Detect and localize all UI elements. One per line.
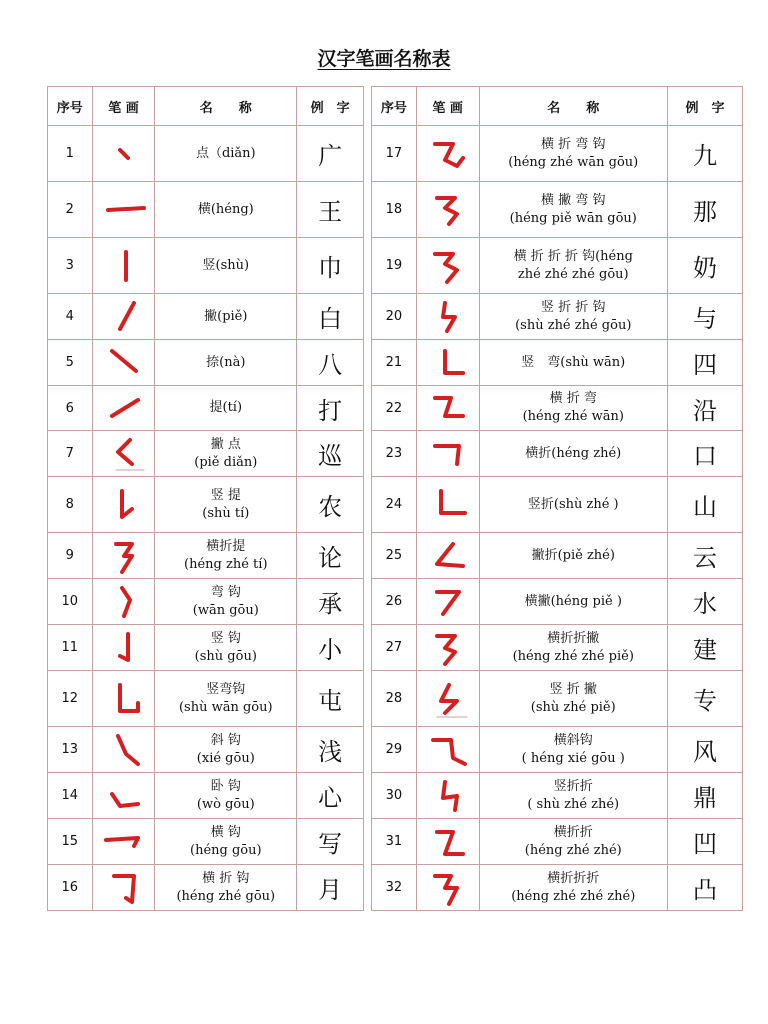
table-row xyxy=(48,773,743,819)
stroke-name: 竖 钩 (shù gōu) xyxy=(155,625,297,671)
stroke-path xyxy=(443,782,457,810)
stroke-cell xyxy=(416,431,479,477)
stroke-glyph-icon xyxy=(423,866,473,910)
example-character: 凹 xyxy=(667,819,742,865)
column-separator xyxy=(364,126,372,182)
stroke-glyph-icon xyxy=(98,774,148,818)
stroke-glyph-icon xyxy=(423,677,473,721)
example-character: 专 xyxy=(667,671,742,727)
stroke-glyph-icon xyxy=(423,728,473,772)
table-header-row xyxy=(48,87,743,126)
row-number: 13 xyxy=(48,727,93,773)
row-number: 5 xyxy=(48,340,93,386)
example-character: 建 xyxy=(667,625,742,671)
stroke-cell xyxy=(416,773,479,819)
stroke-glyph-icon xyxy=(423,483,473,527)
row-number: 14 xyxy=(48,773,93,819)
stroke-path xyxy=(435,254,457,282)
stroke-cell xyxy=(416,819,479,865)
column-separator xyxy=(364,865,372,911)
table-row xyxy=(48,431,743,477)
stroke-glyph-icon xyxy=(98,386,148,430)
stroke-name: 斜 钩 (xié gōu) xyxy=(155,727,297,773)
example-character: 四 xyxy=(667,340,742,386)
stroke-path xyxy=(441,491,465,513)
stroke-path xyxy=(106,838,138,846)
stroke-name: 竖 提 (shù tí) xyxy=(155,477,297,533)
stroke-cell xyxy=(92,340,155,386)
header-seq: 序号 xyxy=(48,87,93,126)
stroke-cell xyxy=(92,727,155,773)
column-separator xyxy=(364,477,372,533)
stroke-cell xyxy=(92,625,155,671)
example-character: 奶 xyxy=(667,238,742,294)
stroke-name: 竖(shù) xyxy=(155,238,297,294)
table-row xyxy=(48,727,743,773)
example-character: 风 xyxy=(667,727,742,773)
stroke-cell xyxy=(416,477,479,533)
header-example: 例 字 xyxy=(297,87,364,126)
row-number: 11 xyxy=(48,625,93,671)
stroke-path xyxy=(112,400,138,416)
column-separator xyxy=(364,579,372,625)
stroke-path xyxy=(435,398,463,416)
row-number: 27 xyxy=(372,625,417,671)
row-number: 31 xyxy=(372,819,417,865)
stroke-path xyxy=(118,736,138,764)
row-number: 7 xyxy=(48,431,93,477)
stroke-glyph-icon xyxy=(98,188,148,232)
header-stroke: 笔 画 xyxy=(416,87,479,126)
row-number: 8 xyxy=(48,477,93,533)
example-character: 小 xyxy=(297,625,364,671)
stroke-name: 弯 钩 (wān gōu) xyxy=(155,579,297,625)
stroke-cell xyxy=(92,182,155,238)
stroke-name: 提(tí) xyxy=(155,386,297,431)
stroke-path xyxy=(108,208,144,210)
stroke-cell xyxy=(416,865,479,911)
row-number: 29 xyxy=(372,727,417,773)
example-character: 与 xyxy=(667,294,742,340)
row-number: 26 xyxy=(372,579,417,625)
column-separator xyxy=(364,238,372,294)
table-row xyxy=(48,865,743,911)
example-character: 浅 xyxy=(297,727,364,773)
column-separator xyxy=(364,671,372,727)
table-row xyxy=(48,477,743,533)
stroke-glyph-icon xyxy=(423,820,473,864)
header-name: 名 称 xyxy=(479,87,667,126)
stroke-cell xyxy=(416,579,479,625)
stroke-glyph-icon xyxy=(98,132,148,176)
row-number: 3 xyxy=(48,238,93,294)
stroke-path xyxy=(122,491,132,517)
row-number: 22 xyxy=(372,386,417,431)
stroke-name: 横 折 钩 (héng zhé gōu) xyxy=(155,865,297,911)
stroke-path xyxy=(116,544,132,572)
stroke-cell xyxy=(92,579,155,625)
row-number: 30 xyxy=(372,773,417,819)
stroke-name: 横折折撇 (héng zhé zhé piě) xyxy=(479,625,667,671)
stroke-glyph-icon xyxy=(98,820,148,864)
stroke-cell xyxy=(92,477,155,533)
stroke-cell xyxy=(92,819,155,865)
table-row xyxy=(48,238,743,294)
stroke-cell xyxy=(416,294,479,340)
stroke-name: 捺(nà) xyxy=(155,340,297,386)
stroke-name: 横 撇 弯 钩 (héng piě wān gōu) xyxy=(479,182,667,238)
row-number: 6 xyxy=(48,386,93,431)
row-number: 18 xyxy=(372,182,417,238)
column-separator xyxy=(364,87,372,126)
stroke-glyph-icon xyxy=(98,534,148,578)
example-character: 鼎 xyxy=(667,773,742,819)
stroke-name: 横撇(héng piě ) xyxy=(479,579,667,625)
stroke-cell xyxy=(92,238,155,294)
column-separator xyxy=(364,727,372,773)
stroke-cell xyxy=(92,671,155,727)
row-number: 12 xyxy=(48,671,93,727)
stroke-name: 横折(héng zhé) xyxy=(479,431,667,477)
stroke-glyph-icon xyxy=(423,386,473,430)
row-number: 4 xyxy=(48,294,93,340)
row-number: 23 xyxy=(372,431,417,477)
row-number: 16 xyxy=(48,865,93,911)
stroke-name: 卧 钩 (wò gōu) xyxy=(155,773,297,819)
example-character: 凸 xyxy=(667,865,742,911)
table-row xyxy=(48,533,743,579)
row-number: 10 xyxy=(48,579,93,625)
example-character: 月 xyxy=(297,865,364,911)
stroke-glyph-icon xyxy=(423,132,473,176)
stroke-path xyxy=(437,198,457,224)
example-character: 巡 xyxy=(297,431,364,477)
stroke-glyph-icon xyxy=(98,580,148,624)
stroke-cell xyxy=(416,671,479,727)
stroke-name: 点（diǎn) xyxy=(155,126,297,182)
stroke-cell xyxy=(416,126,479,182)
stroke-name: 横 折 弯 钩 (héng zhé wān gōu) xyxy=(479,126,667,182)
table-row xyxy=(48,579,743,625)
stroke-cell xyxy=(92,865,155,911)
header-seq: 序号 xyxy=(372,87,417,126)
row-number: 25 xyxy=(372,533,417,579)
stroke-path xyxy=(435,876,457,904)
example-character: 白 xyxy=(297,294,364,340)
table-row xyxy=(48,386,743,431)
stroke-cell xyxy=(416,182,479,238)
example-character: 沿 xyxy=(667,386,742,431)
stroke-glyph-icon xyxy=(98,483,148,527)
example-character: 屯 xyxy=(297,671,364,727)
stroke-name: 撇(piě) xyxy=(155,294,297,340)
stroke-glyph-icon xyxy=(98,432,148,476)
stroke-glyph-icon xyxy=(98,341,148,385)
stroke-name: 横(héng) xyxy=(155,182,297,238)
header-name: 名 称 xyxy=(155,87,297,126)
stroke-path xyxy=(441,685,457,713)
example-character: 八 xyxy=(297,340,364,386)
stroke-glyph-icon xyxy=(98,626,148,670)
stroke-name: 横 折 弯 (héng zhé wān) xyxy=(479,386,667,431)
stroke-glyph-icon xyxy=(98,295,148,339)
row-number: 21 xyxy=(372,340,417,386)
stroke-path xyxy=(120,303,134,329)
stroke-names-table xyxy=(47,86,743,911)
example-character: 那 xyxy=(667,182,742,238)
stroke-cell xyxy=(92,431,155,477)
stroke-path xyxy=(120,634,128,660)
example-character: 农 xyxy=(297,477,364,533)
column-separator xyxy=(364,182,372,238)
stroke-name: 横折折 (héng zhé zhé) xyxy=(479,819,667,865)
example-character: 九 xyxy=(667,126,742,182)
example-character: 山 xyxy=(667,477,742,533)
stroke-glyph-icon xyxy=(98,728,148,772)
column-separator xyxy=(364,773,372,819)
stroke-glyph-icon xyxy=(423,432,473,476)
stroke-path xyxy=(433,740,465,764)
stroke-name: 竖折折 ( shù zhé zhé) xyxy=(479,773,667,819)
stroke-cell xyxy=(92,773,155,819)
table-row xyxy=(48,671,743,727)
example-character: 写 xyxy=(297,819,364,865)
table-row xyxy=(48,182,743,238)
page-title: 汉字笔画名称表 xyxy=(317,48,451,70)
example-character: 承 xyxy=(297,579,364,625)
stroke-path xyxy=(114,876,134,902)
stroke-glyph-icon xyxy=(423,341,473,385)
stroke-path xyxy=(443,303,455,331)
row-number: 19 xyxy=(372,238,417,294)
stroke-path xyxy=(435,446,459,464)
example-character: 巾 xyxy=(297,238,364,294)
stroke-glyph-icon xyxy=(423,295,473,339)
stroke-glyph-icon xyxy=(98,866,148,910)
stroke-glyph-icon xyxy=(98,244,148,288)
stroke-cell xyxy=(416,238,479,294)
example-character: 论 xyxy=(297,533,364,579)
stroke-glyph-icon xyxy=(423,534,473,578)
example-character: 水 xyxy=(667,579,742,625)
example-character: 心 xyxy=(297,773,364,819)
example-character: 王 xyxy=(297,182,364,238)
table-row xyxy=(48,340,743,386)
row-number: 28 xyxy=(372,671,417,727)
stroke-name: 撇 点 (piě diǎn) xyxy=(155,431,297,477)
column-separator xyxy=(364,533,372,579)
stroke-name: 横斜钩 ( héng xié gōu ) xyxy=(479,727,667,773)
stroke-glyph-icon xyxy=(423,774,473,818)
row-number: 17 xyxy=(372,126,417,182)
example-character: 广 xyxy=(297,126,364,182)
example-character: 云 xyxy=(667,533,742,579)
stroke-path xyxy=(120,150,128,158)
stroke-path xyxy=(112,351,136,371)
row-number: 24 xyxy=(372,477,417,533)
stroke-name: 竖折(shù zhé ) xyxy=(479,477,667,533)
stroke-glyph-icon xyxy=(423,580,473,624)
column-separator xyxy=(364,386,372,431)
stroke-glyph-icon xyxy=(423,188,473,232)
row-number: 32 xyxy=(372,865,417,911)
stroke-name: 横折提 (héng zhé tí) xyxy=(155,533,297,579)
stroke-cell xyxy=(416,727,479,773)
stroke-name: 竖 弯(shù wān) xyxy=(479,340,667,386)
table-row xyxy=(48,294,743,340)
stroke-name: 竖 折 撇 (shù zhé piě) xyxy=(479,671,667,727)
stroke-name: 横 折 折 折 钩(héng zhé zhé zhé gōu) xyxy=(479,238,667,294)
row-number: 9 xyxy=(48,533,93,579)
row-number: 20 xyxy=(372,294,417,340)
stroke-path xyxy=(122,588,130,616)
stroke-name: 撇折(piě zhé) xyxy=(479,533,667,579)
stroke-path xyxy=(437,592,459,614)
column-separator xyxy=(364,625,372,671)
stroke-path xyxy=(437,832,463,854)
column-separator xyxy=(364,819,372,865)
stroke-path xyxy=(120,685,138,711)
stroke-cell xyxy=(416,625,479,671)
stroke-glyph-icon xyxy=(423,244,473,288)
stroke-name: 竖 折 折 钩 (shù zhé zhé gōu) xyxy=(479,294,667,340)
stroke-glyph-icon xyxy=(98,677,148,721)
stroke-name: 竖弯钩 (shù wān gōu) xyxy=(155,671,297,727)
stroke-glyph-icon xyxy=(423,626,473,670)
stroke-cell xyxy=(416,386,479,431)
example-character: 口 xyxy=(667,431,742,477)
row-number: 15 xyxy=(48,819,93,865)
column-separator xyxy=(364,340,372,386)
table-row xyxy=(48,625,743,671)
stroke-path xyxy=(118,440,132,464)
stroke-name: 横 钩 (héng gōu) xyxy=(155,819,297,865)
table-row xyxy=(48,126,743,182)
header-stroke: 笔 画 xyxy=(92,87,155,126)
stroke-cell xyxy=(92,533,155,579)
stroke-path xyxy=(445,351,463,373)
stroke-cell xyxy=(416,533,479,579)
stroke-cell xyxy=(92,386,155,431)
column-separator xyxy=(364,294,372,340)
stroke-path xyxy=(435,144,463,166)
stroke-name: 横折折折 (héng zhé zhé zhé) xyxy=(479,865,667,911)
header-example: 例 字 xyxy=(667,87,742,126)
stroke-cell xyxy=(92,126,155,182)
row-number: 1 xyxy=(48,126,93,182)
stroke-cell xyxy=(416,340,479,386)
stroke-path xyxy=(437,636,455,664)
example-character: 打 xyxy=(297,386,364,431)
table-row xyxy=(48,819,743,865)
stroke-cell xyxy=(92,294,155,340)
row-number: 2 xyxy=(48,182,93,238)
stroke-path xyxy=(437,544,463,566)
column-separator xyxy=(364,431,372,477)
stroke-path xyxy=(112,794,138,806)
